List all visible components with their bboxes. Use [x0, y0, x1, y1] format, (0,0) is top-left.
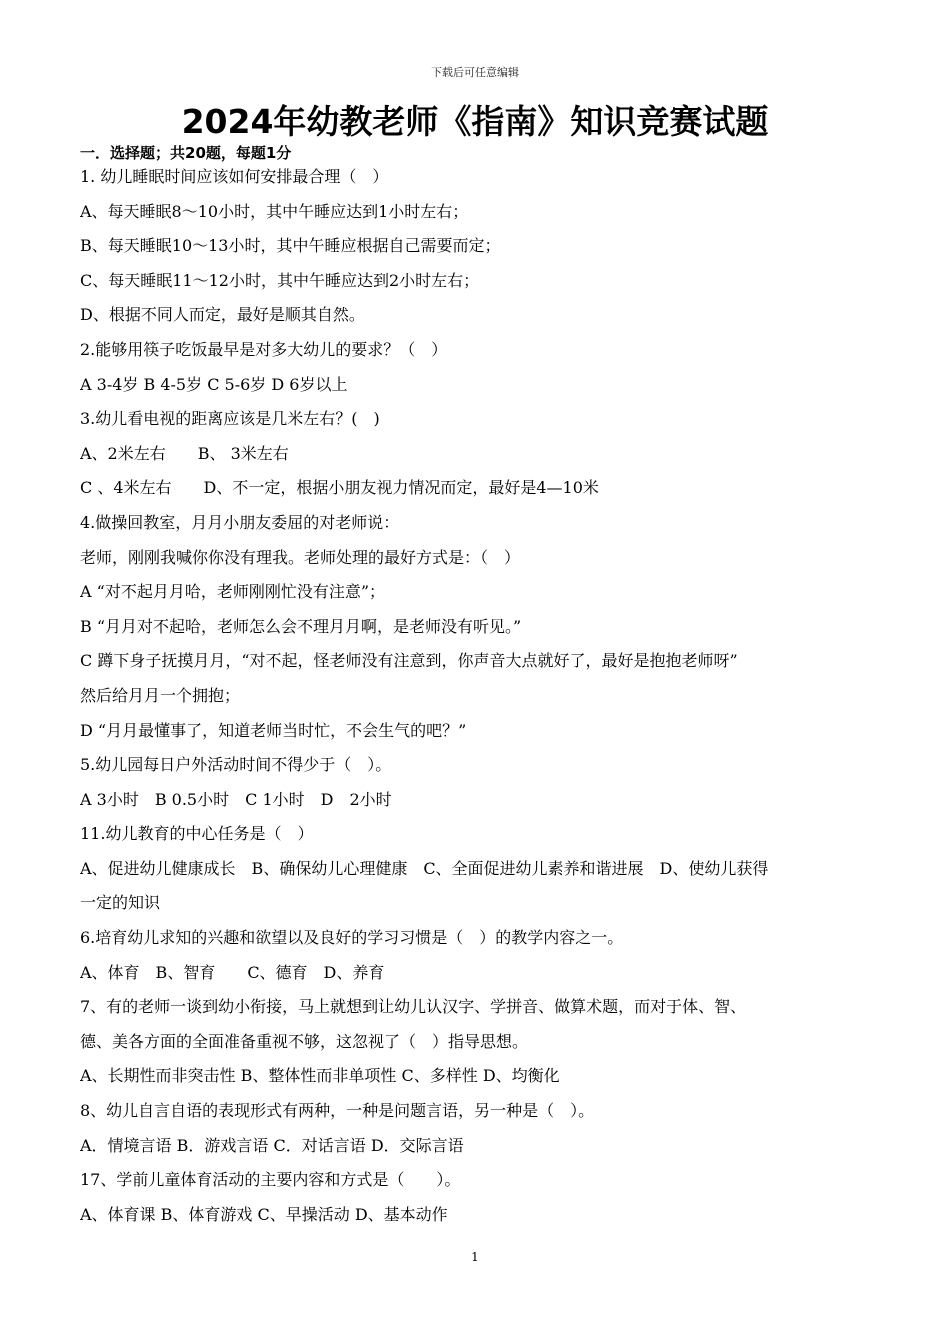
text-line: A．情境言语 B．游戏言语 C．对话言语 D．交际言语 [80, 1135, 464, 1155]
text-line: 3.幼儿看电视的距离应该是几米左右？( ) [80, 409, 380, 429]
text-line: 2.能够用筷子吃饭最早是对多大幼儿的要求？（ ） [80, 339, 448, 359]
text-line: A、促进幼儿健康成长 B、确保幼儿心理健康 C、全面促进幼儿素养和谐进展 D、使幼儿获得 [80, 858, 769, 878]
text-line: 11.幼儿教育的中心任务是（ ） [80, 824, 314, 844]
text-line: B “月月对不起哈，老师怎么会不理月月啊，是老师没有听见。” [80, 616, 522, 636]
text-line: 4.做操回教室，月月小朋友委屈的对老师说： [80, 512, 400, 532]
text-line: 德、美各方面的全面准备重视不够，这忽视了（ ）指导思想。 [80, 1031, 529, 1051]
text-line: A、2米左右 B、 3米左右 [80, 443, 289, 463]
text-line: A、长期性而非突击性 B、整体性而非单项性 C、多样性 D、均衡化 [80, 1066, 560, 1086]
text-line: 一定的知识 [80, 893, 161, 913]
text-line: A 3小时 B 0.5小时 C 1小时 D 2小时 [80, 789, 392, 809]
text-line: A 3-4岁 B 4-5岁 C 5-6岁 D 6岁以上 [80, 374, 348, 394]
text-line: B、每天睡眠10～13小时，其中午睡应根据自己需要而定； [80, 236, 501, 256]
question-list [80, 160, 898, 1232]
text-line: 7、有的老师一谈到幼小衔接，马上就想到让幼儿认汉字、学拼音、做算术题，而对于体、智、 [80, 997, 747, 1017]
text-line: 8、幼儿自言自语的表现形式有两种，一种是问题言语，另一种是（ ）。 [80, 1101, 595, 1121]
text-line: C 、4米左右 D、不一定，根据小朋友视力情况而定，最好是4—10米 [80, 478, 599, 498]
text-line: 5.幼儿园每日户外活动时间不得少于（ ）。 [80, 755, 392, 775]
page-number: 1 [471, 1250, 479, 1264]
text-line: D “月月最懂事了，知道老师当时忙，不会生气的吧？” [80, 720, 467, 740]
text-line: 然后给月月一个拥抱； [80, 685, 241, 705]
section-heading: 一．选择题；共20题，每题1分 [80, 144, 292, 162]
page-title: 2024年幼教老师《指南》知识竞赛试题 [181, 102, 769, 141]
text-line: D、根据不同人而定，最好是顺其自然。 [80, 305, 365, 325]
text-line: A “对不起月月哈，老师刚刚忙没有注意”； [80, 582, 386, 602]
text-line: 老师，刚刚我喊你你没有理我。老师处理的最好方式是：（ ） [80, 547, 521, 567]
header-note: 下载后可任意编辑 [431, 66, 519, 79]
text-line: 6.培育幼儿求知的兴趣和欲望以及良好的学习习惯是（ ）的教学内容之一。 [80, 928, 624, 948]
text-line: A、每天睡眠8～10小时，其中午睡应达到1小时左右； [80, 201, 469, 221]
text-line: A、体育课 B、体育游戏 C、早操活动 D、基本动作 [80, 1204, 448, 1224]
text-line: A、体育 B、智育 C、德育 D、养育 [80, 962, 385, 982]
text-line: 17、学前儿童体育活动的主要内容和方式是（ ）。 [80, 1170, 461, 1190]
text-line: C 蹲下身子抚摸月月，“对不起，怪老师没有注意到，你声音大点就好了，最好是抱抱老师呀” [80, 651, 738, 671]
text-line: C、每天睡眠11～12小时，其中午睡应达到2小时左右； [80, 270, 480, 290]
text-line: 1. 幼儿睡眠时间应该如何安排最合理（ ） [80, 167, 389, 186]
